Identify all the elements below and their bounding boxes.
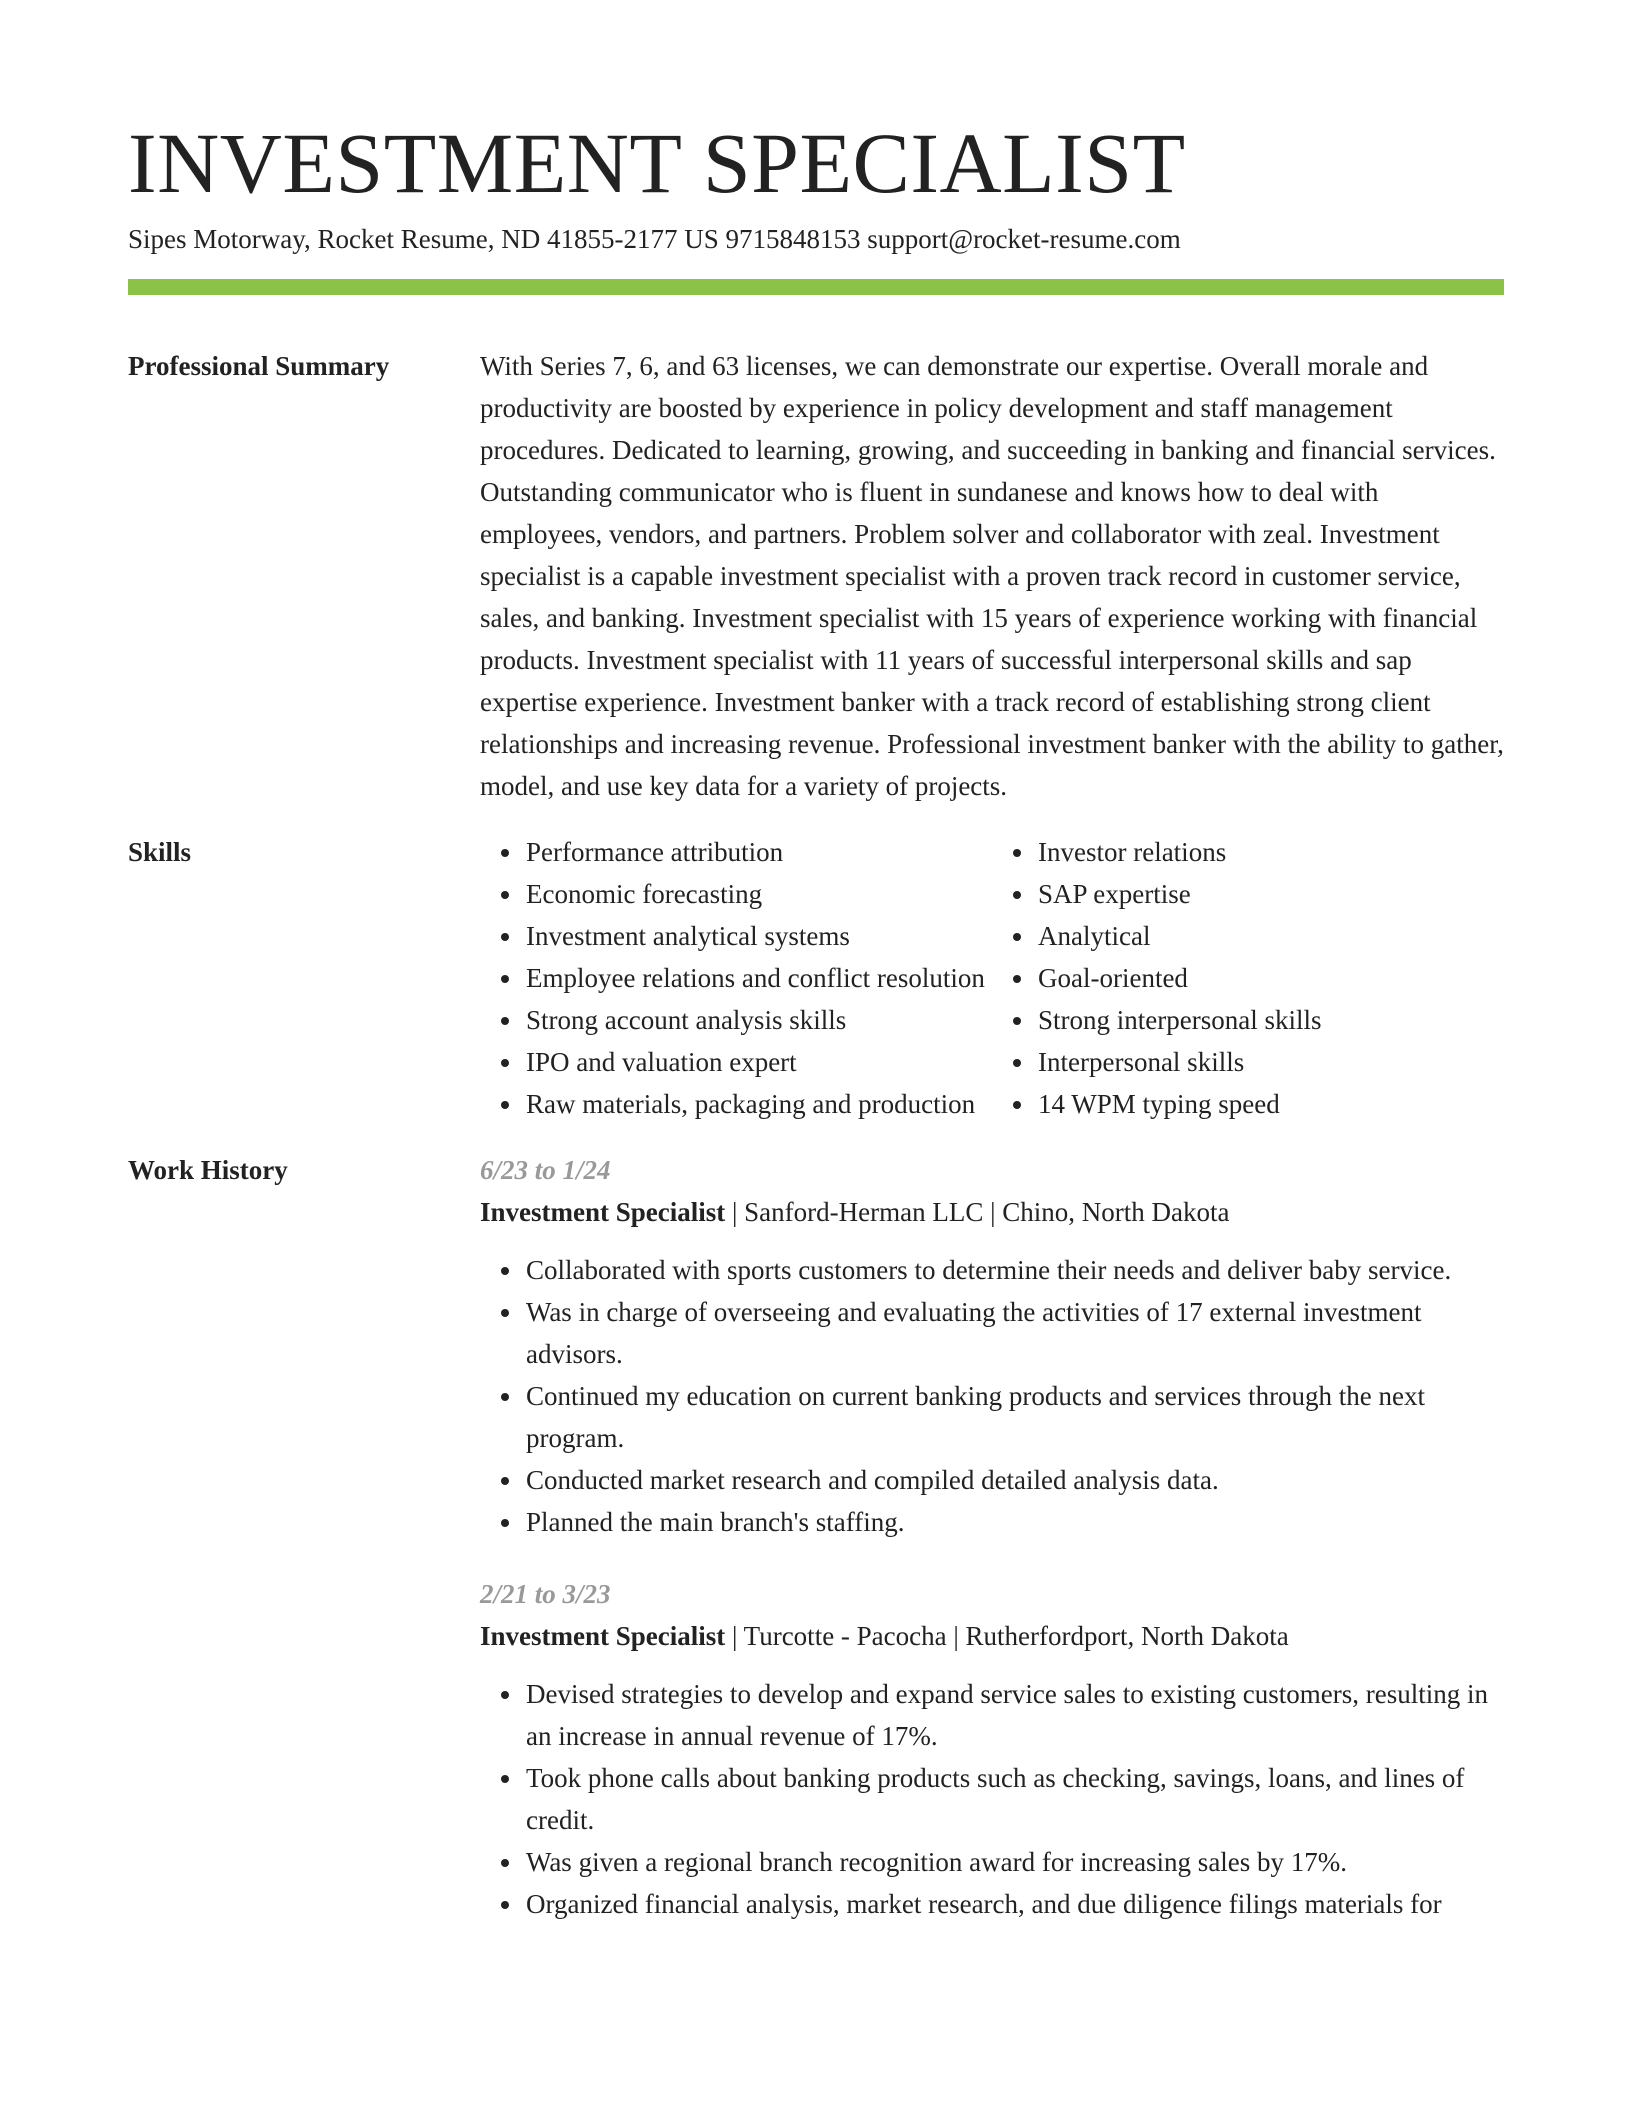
- job-employer-location: | Turcotte - Pacocha | Rutherfordport, North Dakota: [725, 1620, 1289, 1651]
- work-history-section: [128, 1149, 1504, 1955]
- resume-name: INVESTMENT SPECIALIST: [128, 115, 1186, 211]
- skill-item: • Analytical: [1036, 915, 1504, 957]
- skills-list-right: [992, 831, 1504, 1125]
- summary-text: With Series 7, 6, and 63 licenses, we can demonstrate our expertise. Overall morale and productivity are boosted by experience in policy development and staff management procedures. Dedicated to learning, growing, and succeeding in banking and financial services. Outstanding communicator who is fluent in sundanese and knows how to deal with employees, vendors, and partners. Problem solver and collaborator with zeal. Investment specialist is a capable investment specialist with a proven track record in customer service, sales, and banking. Investment specialist with 15 years of experience working with financial products. Investment specialist with 11 years of successful interpersonal skills and sap expertise experience. Investment banker with a track record of establishing strong client relationships and increasing revenue. Professional investment banker with the ability to gather, model, and use key data for a variety of projects.: [480, 350, 1504, 801]
- skill-item: • IPO and valuation expert: [524, 1041, 992, 1083]
- header-divider: [128, 279, 1504, 295]
- skill-item: • Raw materials, packaging and production: [524, 1083, 992, 1125]
- skills-columns: [480, 831, 1504, 1125]
- job-duty: • Was in charge of overseeing and evaluating the activities of 17 external investment advisors.: [524, 1291, 1504, 1375]
- job-heading: [480, 1615, 1504, 1657]
- job-entry: [480, 1149, 1504, 1543]
- skill-item: • Investment analytical systems: [524, 915, 992, 957]
- skill-item: • Employee relations and conflict resolution: [524, 957, 992, 999]
- professional-summary-section: [128, 345, 1504, 807]
- skill-item: • Investor relations: [1036, 831, 1504, 873]
- job-heading: [480, 1191, 1504, 1233]
- skill-item: • Performance attribution: [524, 831, 992, 873]
- skill-item: • SAP expertise: [1036, 873, 1504, 915]
- job-duty: • Conducted market research and compiled detailed analysis data.: [524, 1459, 1504, 1501]
- job-dates: 6/23 to 1/24: [480, 1154, 611, 1185]
- job-dates: 2/21 to 3/23: [480, 1578, 611, 1609]
- job-duty: • Organized financial analysis, market research, and due diligence filings materials for: [524, 1883, 1504, 1925]
- skill-item: • 14 WPM typing speed: [1036, 1083, 1504, 1125]
- skills-section: [128, 831, 1504, 1125]
- skill-item: • Economic forecasting: [524, 873, 992, 915]
- skill-item: • Interpersonal skills: [1036, 1041, 1504, 1083]
- skills-list-left: [480, 831, 992, 1125]
- job-duty: • Devised strategies to develop and expand service sales to existing customers, resulting in an increase in annual revenue of 17%.: [524, 1673, 1504, 1757]
- section-title-work: Work History: [128, 1154, 288, 1185]
- job-duty: • Continued my education on current banking products and services through the next program.: [524, 1375, 1504, 1459]
- job-duties-list: [480, 1249, 1504, 1543]
- job-duties-list: [480, 1673, 1504, 1925]
- job-employer-location: | Sanford-Herman LLC | Chino, North Dakota: [725, 1196, 1230, 1227]
- skill-item: • Strong interpersonal skills: [1036, 999, 1504, 1041]
- job-entry: [480, 1573, 1504, 1925]
- section-title-summary: Professional Summary: [128, 350, 390, 381]
- skill-item: • Strong account analysis skills: [524, 999, 992, 1041]
- section-title-skills: Skills: [128, 836, 192, 867]
- job-duty: • Was given a regional branch recognition award for increasing sales by 17%.: [524, 1841, 1504, 1883]
- job-duty: • Took phone calls about banking products such as checking, savings, loans, and lines of credit.: [524, 1757, 1504, 1841]
- job-duty: • Collaborated with sports customers to determine their needs and deliver baby service.: [524, 1249, 1504, 1291]
- job-duty: • Planned the main branch's staffing.: [524, 1501, 1504, 1543]
- job-title: Investment Specialist: [480, 1620, 726, 1651]
- contact-line: Sipes Motorway, Rocket Resume, ND 41855-2177 US 9715848153 support@rocket-resume.com: [128, 224, 1181, 255]
- job-title: Investment Specialist: [480, 1196, 726, 1227]
- skill-item: • Goal-oriented: [1036, 957, 1504, 999]
